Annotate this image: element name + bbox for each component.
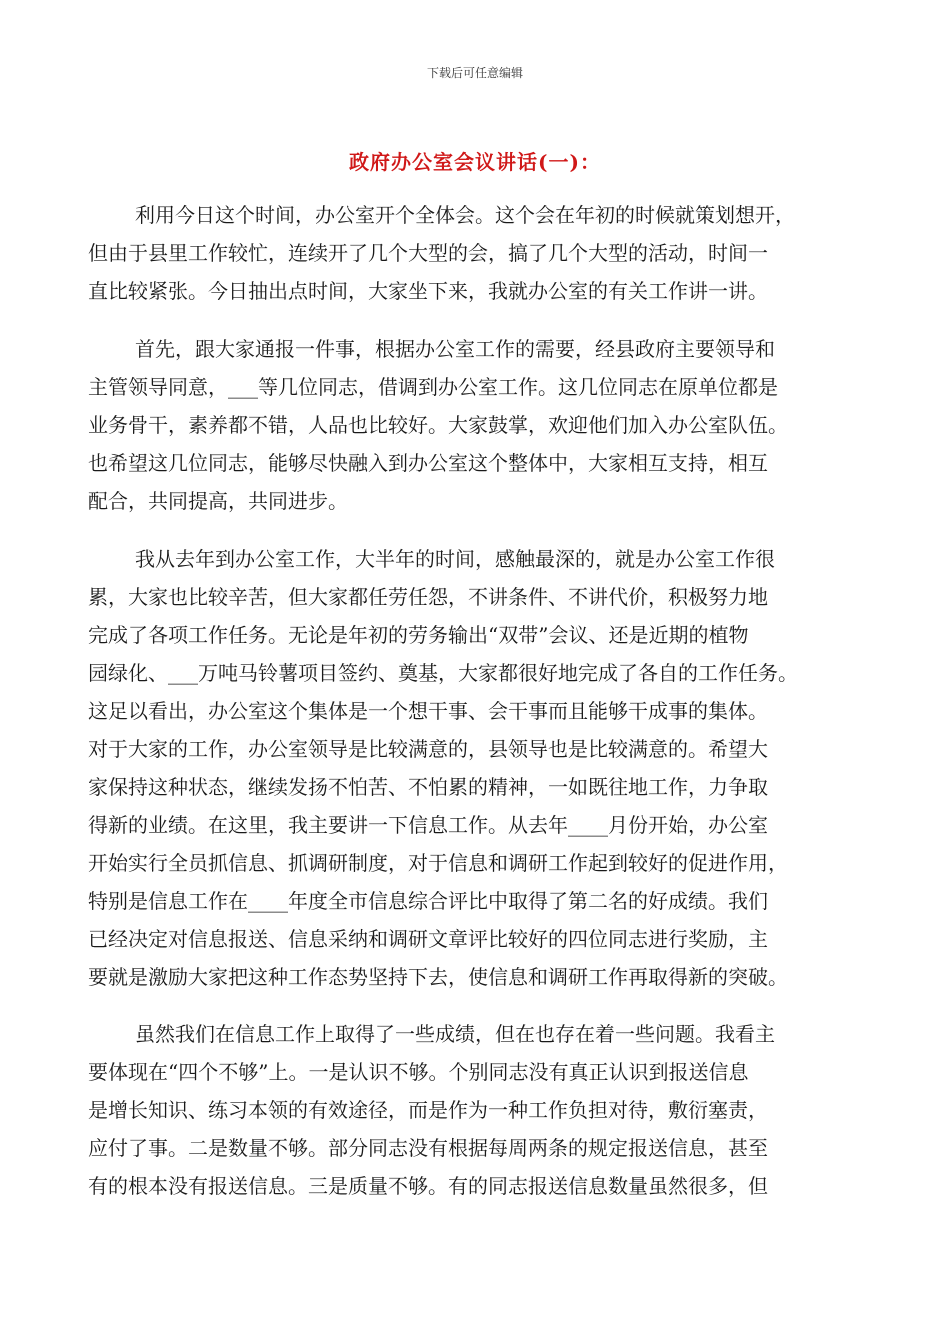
- document-title: 政府办公室会议讲话(一)：: [349, 150, 601, 174]
- paragraph-1-line-2: 但由于县里工作较忙，连续开了几个大型的会，搞了几个大型的活动，时间一: [88, 241, 768, 265]
- paragraph-1-line-1: 利用今日这个时间，办公室开个全体会。这个会在年初的时候就策划想开，: [135, 203, 795, 227]
- paragraph-4-line-5: 有的根本没有报送信息。三是质量不够。有的同志报送信息数量虽然很多，但: [88, 1174, 768, 1198]
- paragraph-3-line-6: 对于大家的工作，办公室领导是比较满意的，县领导也是比较满意的。希望大: [88, 737, 768, 761]
- paragraph-3-line-11: 已经决定对信息报送、信息采纳和调研文章评比较好的四位同志进行奖励，主: [88, 927, 768, 951]
- paragraph-2-line-4: 也希望这几位同志，能够尽快融入到办公室这个整体中，大家相互支持，相互: [88, 451, 768, 475]
- paragraph-4-line-3: 是增长知识、练习本领的有效途径，而是作为一种工作负担对待，敷衍塞责，: [88, 1098, 768, 1122]
- paragraph-3-line-5: 这足以看出，办公室这个集体是一个想干事、会干事而且能够干成事的集体。: [88, 699, 768, 723]
- paragraph-2-line-1: 首先，跟大家通报一件事，根据办公室工作的需要，经县政府主要领导和: [135, 337, 775, 361]
- paragraph-3-line-12: 要就是激励大家把这种工作态势坚持下去，使信息和调研工作再取得新的突破。: [88, 965, 788, 989]
- paragraph-4-line-2: 要体现在“四个不够”上。一是认识不够。个别同志没有真正认识到报送信息: [88, 1060, 749, 1084]
- paragraph-3-line-9: 开始实行全员抓信息、抓调研制度，对于信息和调研工作起到较好的促进作用，: [88, 851, 788, 875]
- paragraph-4-line-1: 虽然我们在信息工作上取得了一些成绩，但在也存在着一些问题。我看主: [135, 1022, 775, 1046]
- paragraph-3-line-8: 得新的业绩。在这里，我主要讲一下信息工作。从去年____月份开始，办公室: [88, 813, 768, 837]
- paragraph-2-line-5: 配合，共同提高，共同进步。: [88, 489, 348, 513]
- paragraph-3-line-2: 累，大家也比较辛苦，但大家都任劳任怨，不讲条件、不讲代价，积极努力地: [88, 585, 768, 609]
- paragraph-3-line-7: 家保持这种状态，继续发扬不怕苦、不怕累的精神，一如既往地工作，力争取: [88, 775, 768, 799]
- paragraph-4-line-4: 应付了事。二是数量不够。部分同志没有根据每周两条的规定报送信息，甚至: [88, 1136, 768, 1160]
- paragraph-3-line-4: 园绿化、___万吨马铃薯项目签约、奠基，大家都很好地完成了各自的工作任务。: [88, 661, 798, 685]
- paragraph-3-line-1: 我从去年到办公室工作，大半年的时间，感触最深的，就是办公室工作很: [135, 547, 775, 571]
- paragraph-3-line-3: 完成了各项工作任务。无论是年初的劳务输出“双带”会议、还是近期的植物: [88, 623, 749, 647]
- page-header: 下载后可任意编辑: [426, 66, 523, 80]
- paragraph-1-line-3: 直比较紧张。今日抽出点时间，大家坐下来，我就办公室的有关工作讲一讲。: [88, 279, 768, 303]
- paragraph-2-line-2: 主管领导同意，___等几位同志，借调到办公室工作。这几位同志在原单位都是: [88, 375, 778, 399]
- paragraph-2-line-3: 业务骨干，素养都不错，人品也比较好。大家鼓掌，欢迎他们加入办公室队伍。: [88, 413, 788, 437]
- paragraph-3-line-10: 特别是信息工作在____年度全市信息综合评比中取得了第二名的好成绩。我们: [88, 889, 768, 913]
